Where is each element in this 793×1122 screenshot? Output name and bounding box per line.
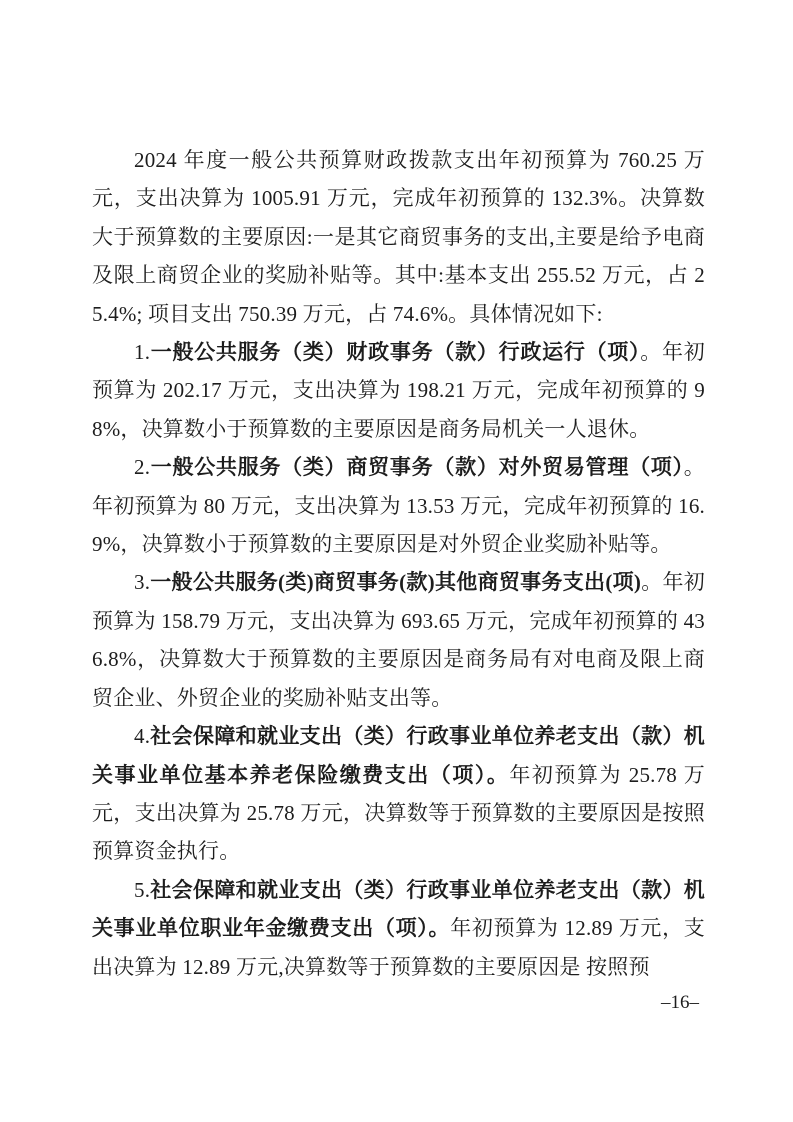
- budget-item-4: [92, 717, 705, 871]
- item-5-title: 社会保障和就业支出（类）行政事业单位养老支出（款）机关事业单位职业年金缴费支出（项）。: [92, 877, 705, 941]
- item-3-number: 3.: [134, 570, 151, 595]
- item-1-title: 一般公共服务（类）财政事务（款）行政运行（项）: [150, 340, 641, 365]
- document-body: [92, 141, 705, 986]
- item-3-body: 。年初预算为 158.79 万元，支出决算为 693.65 万元，完成年初预算的 436.8%，决算数大于预算数的主要原因是商务局有对电商及限上商贸企业、外贸企业的奖励补贴支出等。: [92, 570, 705, 710]
- budget-item-3: [92, 563, 705, 717]
- budget-item-1: [92, 333, 705, 448]
- item-1-number: 1.: [134, 340, 151, 365]
- item-1-body: 。年初预算为 202.17 万元，支出决算为 198.21 万元，完成年初预算的 98%，决算数小于预算数的主要原因是商务局机关一人退休。: [92, 340, 705, 441]
- item-3-title: 一般公共服务(类)商贸事务(款)其他商贸事务支出(项): [150, 570, 642, 595]
- item-4-number: 4.: [134, 724, 151, 749]
- item-4-body: 年初预算为 25.78 万元，支出决算为 25.78 万元，决算数等于预算数的主要原因是按照预算资金执行。: [92, 762, 705, 864]
- item-5-number: 5.: [134, 877, 151, 902]
- item-2-title: 一般公共服务（类）商贸事务（款）对外贸易管理（项）: [150, 455, 684, 480]
- item-5-body: 年初预算为 12.89 万元，支出决算为 12.89 万元,决算数等于预算数的主要原因是 按照预: [92, 916, 706, 979]
- item-2-body: 。年初预算为 80 万元，支出决算为 13.53 万元，完成年初预算的 16.9%，决算数小于预算数的主要原因是对外贸企业奖励补贴等。: [92, 455, 705, 557]
- budget-item-5: [92, 871, 705, 986]
- item-4-title: 社会保障和就业支出（类）行政事业单位养老支出（款）机关事业单位基本养老保险缴费支出（项）。: [92, 724, 705, 787]
- intro-paragraph: 2024 年度一般公共预算财政拨款支出年初预算为 760.25 万元，支出决算为 1005.91 万元，完成年初预算的 132.3%。决算数大于预算数的主要原因:一是其它商贸事务的支出,主要是给予电商及限上商贸企业的奖励补贴等。其中:基本支出 255.52 万元，占 25.4%; 项目支出 750.39 万元，占 74.6%。具体情况如下:: [92, 148, 705, 326]
- budget-item-2: [92, 448, 705, 563]
- page-number: –16–: [661, 992, 699, 1013]
- item-2-number: 2.: [134, 455, 151, 480]
